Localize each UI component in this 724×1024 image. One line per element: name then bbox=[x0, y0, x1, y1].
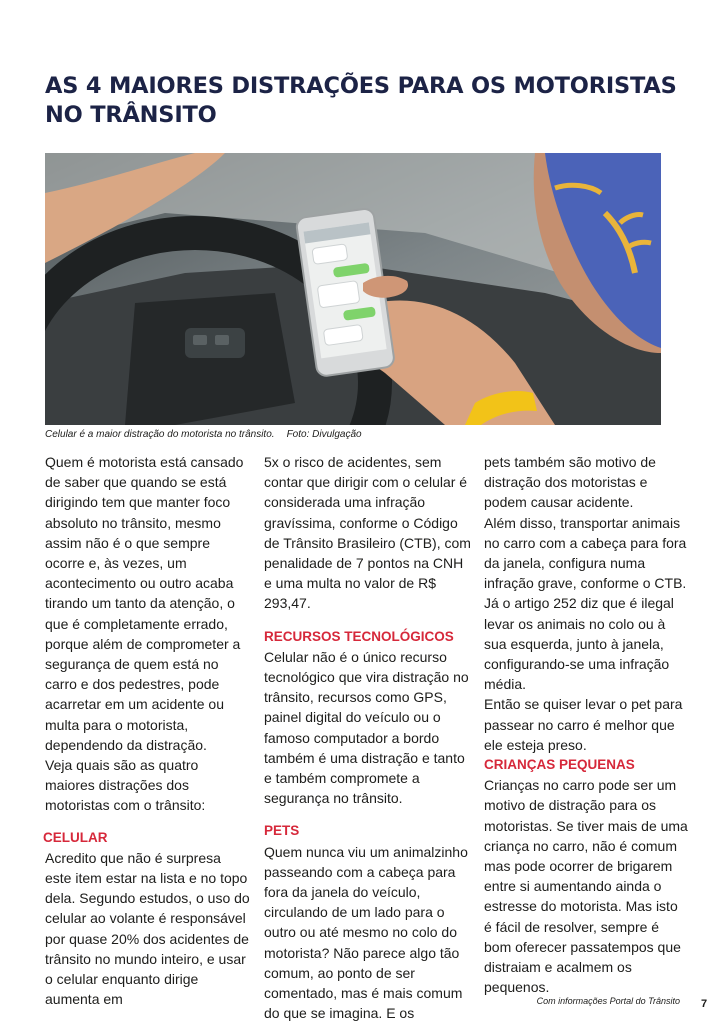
text-column-3 bbox=[484, 452, 689, 997]
paragraph: Crianças no carro pode ser um motivo de distração para os motoristas. Se tiver mais de uma criança no carro, não é comum mas pode ocorrer de brigarem entre si aumentando ainda o estresse do motorista. Mas isto é fácil de resolver, sempre é bom oferecer passatempos que distraiam e acalmem os pequenos. bbox=[484, 777, 688, 996]
text-column-2 bbox=[264, 452, 474, 1023]
section-heading-celular: CELULAR bbox=[43, 829, 108, 845]
article-photo bbox=[45, 153, 661, 425]
paragraph: Quem é motorista está cansado de saber que quando se está dirigindo tem que manter foco absoluto no trânsito, mesmo assim não é o que sempre ocorre e, às vezes, um acontecimento ou outro acaba tirando um tanto da atenção, o que é completamente errado, porque além de comprometer a segurança de quem está no carro e dos pedestres, pode acarretar em um acidente ou multa para o motorista, dependendo da distração. bbox=[45, 454, 244, 753]
section-heading-pets: PETS bbox=[264, 823, 300, 839]
section-heading-criancas: CRIANÇAS PEQUENAS bbox=[484, 757, 635, 773]
caption-text: Celular é a maior distração do motorista no trânsito. bbox=[45, 429, 275, 440]
photo-credit: Foto: Divulgação bbox=[286, 429, 362, 440]
paragraph: Além disso, transportar animais no carro com a cabeça para fora da janela, configura numa infração grave, conforme o CTB. Já o artigo 252 diz que é ilegal levar os animais no colo ou à sua esquerda, junto à janela, configurando-se uma infração média. bbox=[484, 514, 687, 693]
paragraph: pets também são motivo de distração dos motoristas e podem causar acidente. bbox=[484, 454, 656, 511]
page-number: 7 bbox=[701, 998, 708, 1010]
paragraph: Acredito que não é surpresa este item estar na lista e no topo dela. Segundo estudos, o uso do celular ao volante é responsável por quase 20% dos acidentes de trânsito no mundo inteiro, e usar o celular enquanto dirige aumenta em bbox=[45, 849, 250, 1008]
source-note: Com informações Portal do Trânsito bbox=[536, 996, 680, 1006]
paragraph: Veja quais são as quatro maiores distrações dos motoristas com o trânsito: bbox=[45, 757, 206, 814]
page-title: AS 4 MAIORES DISTRAÇÕES PARA OS MOTORISTAS NO TRÂNSITO bbox=[45, 73, 677, 128]
paragraph: Então se quiser levar o pet para passear no carro é melhor que ele esteja preso. bbox=[484, 696, 683, 753]
paragraph: Quem nunca viu um animalzinho passeando com a cabeça para fora da janela do veículo, circulando de um lado para o outro ou até mesmo no colo do motorista? Não parece algo tão comum, ao ponto de ser comentado, mas é mais comum do que se imagina. E os bbox=[264, 843, 468, 1022]
section-heading-recursos: RECURSOS TECNOLÓGICOS bbox=[264, 628, 454, 644]
paragraph: Celular não é o único recurso tecnológico que vira distração no trânsito, recursos como GPS, painel digital do veículo ou o famoso computador a bordo também é uma distração e tanto e também compromete a segurança no trânsito. bbox=[264, 648, 469, 807]
text-column-1 bbox=[45, 452, 250, 1009]
paragraph: 5x o risco de acidentes, sem contar que dirigir com o celular é considerada uma infração gravíssima, conforme o Código de Trânsito Brasileiro (CTB), com penalidade de 7 pontos na CNH e uma multa no valor de R$ 293,47. bbox=[264, 454, 471, 612]
photo-caption bbox=[45, 429, 362, 440]
